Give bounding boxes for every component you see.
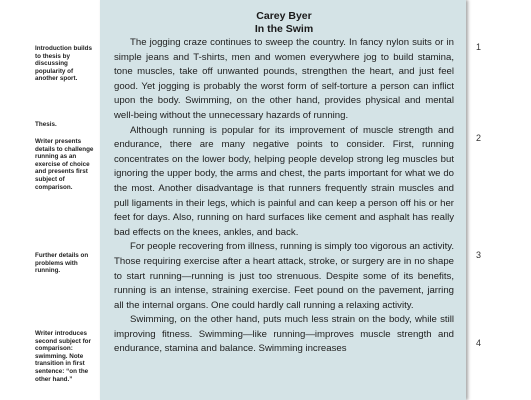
essay-paragraph: The jogging craze continues to sweep the country. In fancy nylon suits or in simple jeans and T-shirts, men and women everywhere jog to build stamina, tone muscles, take off unwanted pounds, strengthen the heart, and just feel good. Yet jogging is probably the worst form of self-torture a person can inflict upon the body. Swimming, on the other hand, provides physical and mental well-being without the unnecessary hazards of running. <box>114 37 454 121</box>
essay-paragraph: For people recovering from illness, running is simply too vigorous an activity. Those requiring exercise after a heart attack, stroke, or surgery are in no shape to start running—running is just too strenuous. Despite some of its benefits, running is an intense, straining exercise. Feet pound on the pavement, jarring all the internal organs. One could hardly call running a relaxing activity. <box>114 241 454 311</box>
paragraph-number: 4 <box>476 338 482 348</box>
annotation-thesis: Thesis. <box>35 121 57 128</box>
annotation-introduction: Introduction builds to thesis by discussing popularity of another sport. <box>35 45 93 83</box>
annotation-swimming-subject: Writer introduces second subject for comparison: swimming. Note transition in first sentence: “on the other hand.” <box>35 330 91 383</box>
paragraph-numbers <box>476 0 496 400</box>
margin-annotations <box>0 0 100 400</box>
paragraph-number: 1 <box>476 42 482 52</box>
annotation-running-problems: Further details on problems with running. <box>35 252 89 275</box>
essay-author: Carey Byer <box>256 10 312 22</box>
annotation-running-details: Writer presents details to challenge running as an exercise of choice and presents first subject of comparison. <box>35 138 94 191</box>
essay-title: In the Swim <box>254 23 314 35</box>
paragraph-number: 2 <box>476 133 482 143</box>
essay-body <box>114 36 454 357</box>
essay-paragraph: Although running is popular for its improvement of muscle strength and endurance, there are many negative points to consider. First, running concentrates on the lower body, helping people develop strong leg muscles but ignoring the upper body, the arms and chest, the parts important for what we do the most. Another disadvantage is that runners frequently strain muscles and pull ligaments in their legs, which is painful and can keep a person off his or her feet for days. Also, running on hard surfaces like cement and asphalt has really bad effects on the knees, ankles, and back. <box>114 124 454 238</box>
paragraph-number: 3 <box>476 250 482 260</box>
essay-paragraph: Swimming, on the other hand, puts much less strain on the body, while still improving fitness. Swimming—like running—improves muscle strength and endurance, stamina and balance. Swimming increases <box>114 314 454 355</box>
essay-panel <box>100 0 466 400</box>
